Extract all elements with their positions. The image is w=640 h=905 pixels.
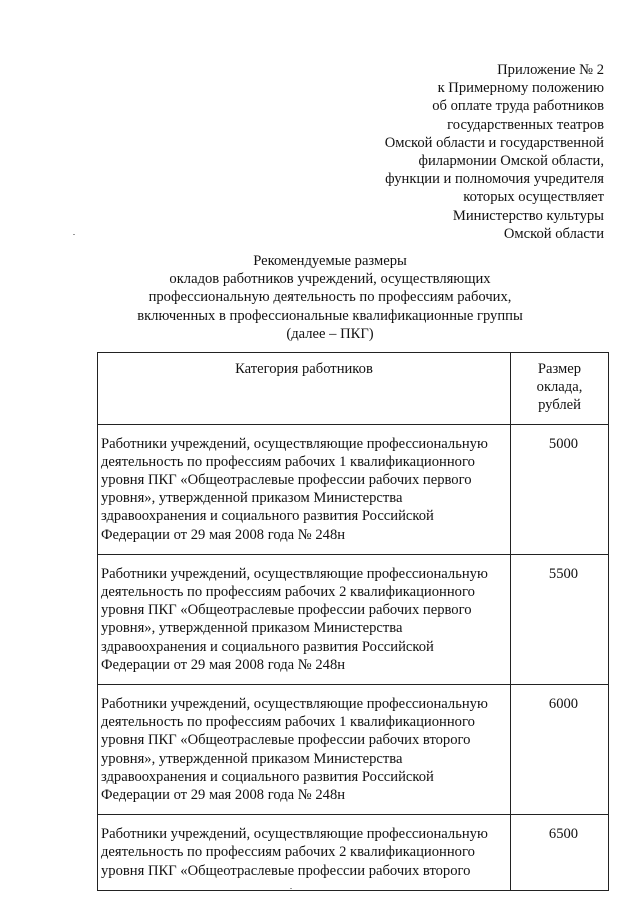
scan-speck <box>73 234 75 235</box>
appendix-line: которых осуществляет <box>463 189 604 206</box>
appendix-line: Приложение № 2 <box>497 62 604 78</box>
category-cell <box>98 554 511 684</box>
category-line: уровня», утвержденной приказом Министерства <box>101 490 403 507</box>
scan-speck <box>290 888 292 889</box>
category-line: Федерации от 29 мая 2008 года № 248н <box>101 787 346 804</box>
appendix-line: к Примерному положению <box>437 80 604 97</box>
document-heading <box>80 252 580 343</box>
salary-header-line: оклада, <box>536 379 583 396</box>
table-row <box>98 424 609 554</box>
appendix-line: функции и полномочия учредителя <box>385 171 604 188</box>
salary-cell: 5500 <box>511 554 609 684</box>
category-line: здравоохранения и социального развития Российской <box>101 508 434 525</box>
appendix-line: филармонии Омской области, <box>418 153 604 170</box>
appendix-caption <box>304 61 604 243</box>
table-row <box>98 685 609 815</box>
category-line: уровня ПКГ «Общеотраслевые профессии рабочих второго <box>101 732 471 749</box>
category-line: деятельность по профессиям рабочих 1 квалификационного <box>101 714 475 731</box>
category-line: уровня ПКГ «Общеотраслевые профессии рабочих первого <box>101 472 472 489</box>
salary-header-line: рублей <box>538 397 581 414</box>
category-line: уровня», утвержденной приказом Министерства <box>101 750 403 767</box>
heading-line: профессиональную деятельность по профессиям рабочих, <box>148 289 512 306</box>
salary-column-header <box>511 353 609 425</box>
category-line: Работники учреждений, осуществляющие профессиональную <box>101 435 488 452</box>
category-line: Федерации от 29 мая 2008 года № 248н <box>101 526 346 543</box>
appendix-line: Омской области <box>503 225 604 242</box>
category-line: Работники учреждений, осуществляющие профессиональную <box>101 826 488 843</box>
category-cell <box>98 815 511 891</box>
salary-cell: 6500 <box>511 815 609 891</box>
heading-line: Рекомендуемые размеры <box>253 253 407 269</box>
heading-line: (далее – ПКГ) <box>286 325 374 342</box>
category-cell <box>98 685 511 815</box>
table-header-row <box>98 353 609 425</box>
category-cell <box>98 424 511 554</box>
appendix-line: государственных театров <box>447 116 604 133</box>
category-line: уровня», утвержденной приказом Министерства <box>101 620 403 637</box>
appendix-line: Министерство культуры <box>452 207 604 224</box>
table-row <box>98 554 609 684</box>
category-line: Работники учреждений, осуществляющие профессиональную <box>101 565 488 582</box>
heading-line: окладов работников учреждений, осуществляющих <box>169 271 491 288</box>
category-line: уровня ПКГ «Общеотраслевые профессии рабочих второго <box>101 862 471 879</box>
category-line: деятельность по профессиям рабочих 2 квалификационного <box>101 584 475 601</box>
category-line: деятельность по профессиям рабочих 1 квалификационного <box>101 453 475 470</box>
category-line: здравоохранения и социального развития Российской <box>101 638 434 655</box>
appendix-line: об оплате труда работников <box>432 98 604 115</box>
category-line: Работники учреждений, осуществляющие профессиональную <box>101 696 488 713</box>
appendix-line: Омской области и государственной <box>384 134 604 151</box>
salary-table <box>97 352 609 891</box>
heading-line: включенных в профессиональные квалификационные группы <box>137 307 523 324</box>
category-line: здравоохранения и социального развития Российской <box>101 768 434 785</box>
salary-cell: 6000 <box>511 685 609 815</box>
salary-header-line: Размер <box>537 361 582 377</box>
category-column-header: Категория работников <box>98 353 511 425</box>
category-line: Федерации от 29 мая 2008 года № 248н <box>101 656 346 673</box>
category-line: деятельность по профессиям рабочих 2 квалификационного <box>101 844 475 861</box>
table-row <box>98 815 609 891</box>
category-line: уровня ПКГ «Общеотраслевые профессии рабочих первого <box>101 602 472 619</box>
salary-cell: 5000 <box>511 424 609 554</box>
